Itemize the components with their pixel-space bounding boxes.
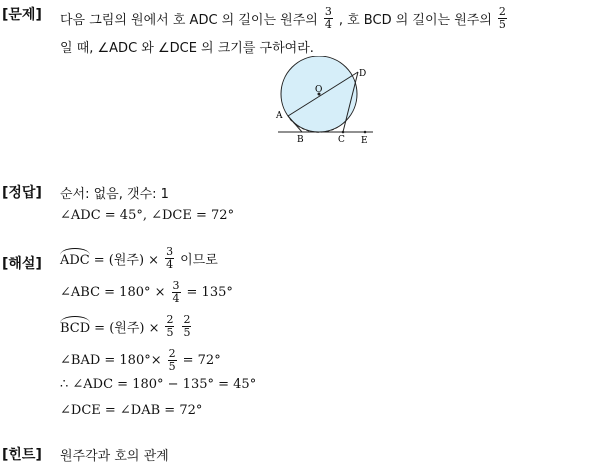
- label-a: A: [276, 111, 283, 121]
- answer-line-1: 순서: 없음, 갯수: 1: [60, 187, 169, 202]
- fraction-denominator: 5: [183, 325, 191, 339]
- solution-line-6: ∠DCE = ∠DAB = 72°: [60, 403, 203, 418]
- answer-tag: [정답]: [2, 185, 42, 201]
- point-c: [342, 131, 345, 134]
- problem-line-1: [60, 0, 509, 36]
- solution-text-2-pre: ∠ABC = 180° ×: [60, 284, 166, 300]
- fraction-denominator: 5: [168, 359, 176, 373]
- fraction: [165, 246, 174, 271]
- solution-text-1-end: 이므로: [180, 252, 218, 268]
- solution-line-3: [60, 308, 193, 344]
- fraction: [182, 314, 191, 339]
- hint-text: 원주각과 호의 관계: [60, 449, 169, 464]
- fraction-denominator: 4: [166, 257, 174, 271]
- fraction-denominator: 4: [172, 291, 180, 305]
- fraction-numerator: 3: [172, 278, 180, 292]
- solution-text-3-mid: = (원주) ×: [94, 320, 160, 336]
- label-o: O: [315, 85, 323, 95]
- fraction-numerator: 3: [166, 244, 174, 258]
- solution-tag: [해설]: [2, 256, 42, 272]
- label-b: B: [297, 135, 304, 145]
- solution-line-2: [60, 274, 233, 310]
- fraction-three-quarters: [324, 6, 333, 31]
- solution-text-1-mid: = (원주) ×: [93, 252, 160, 268]
- answer-line-2: ∠ADC = 45°, ∠DCE = 72°: [60, 208, 235, 223]
- fraction-numerator: 2: [166, 312, 174, 326]
- problem-tag: [문제]: [2, 7, 42, 23]
- problem-text-1a: 다음 그림의 원에서 호 ADC 의 길이는 원주의: [60, 12, 318, 28]
- solution-line-4: [60, 342, 221, 378]
- fraction-two-fifths: [498, 6, 507, 31]
- fraction: [168, 348, 177, 373]
- problem-text-1b: , 호 BCD 의 길이는 원주의: [338, 12, 492, 28]
- solution-line-5: ∴ ∠ADC = 180° − 135° = 45°: [60, 377, 257, 392]
- problem-text-2: 일 때, ∠ADC 와 ∠DCE 의 크기를 구하여라.: [60, 41, 314, 56]
- solution-line-1: [60, 240, 218, 276]
- fraction-numerator: 3: [324, 4, 332, 18]
- circle-figure: [268, 56, 384, 148]
- arc-bcd: BCD: [60, 316, 90, 336]
- solution-text-2-end: = 135°: [186, 284, 233, 300]
- fraction-numerator: 2: [183, 312, 191, 326]
- fraction-numerator: 2: [498, 4, 506, 18]
- hint-tag: [힌트]: [2, 447, 42, 463]
- label-c: C: [338, 135, 345, 145]
- label-e: E: [361, 136, 368, 146]
- fraction-denominator: 5: [166, 325, 174, 339]
- fraction-denominator: 5: [498, 17, 506, 31]
- point-e: [364, 131, 367, 134]
- fraction-numerator: 2: [168, 346, 176, 360]
- solution-text-4-end: = 72°: [182, 352, 221, 368]
- fraction-denominator: 4: [324, 17, 332, 31]
- fraction: [172, 280, 181, 305]
- solution-text-4-pre: ∠BAD = 180°×: [60, 352, 162, 368]
- label-d: D: [359, 69, 367, 79]
- fraction: [165, 314, 174, 339]
- arc-adc: ADC: [60, 248, 90, 268]
